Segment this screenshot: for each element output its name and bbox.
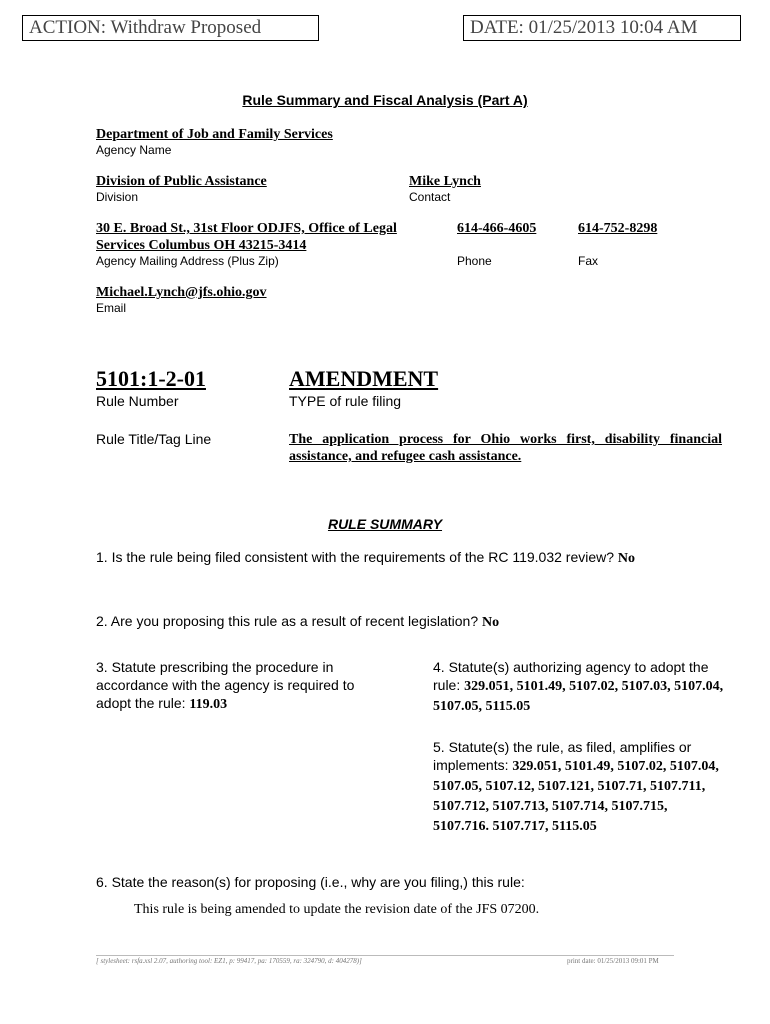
rule-number-label: Rule Number <box>96 393 179 409</box>
action-text: ACTION: Withdraw Proposed <box>29 17 262 38</box>
footer-stylesheet-info: [ stylesheet: rsfa.xsl 2.07, authoring tool: EZ1, p: 99417, pa: 170559, ra: 324790, d: 404278)] <box>96 957 362 965</box>
answer-1: No <box>617 551 636 566</box>
phone-label: Phone <box>457 254 492 268</box>
date-box <box>463 15 741 41</box>
question-4 <box>433 658 725 716</box>
address-label: Agency Mailing Address (Plus Zip) <box>96 254 279 268</box>
answer-3: 119.03 <box>189 697 228 712</box>
rule-summary-heading: RULE SUMMARY <box>327 516 443 532</box>
answer-4: 329.051, 5101.49, 5107.02, 5107.03, 5107.04, 5107.05, 5115.05 <box>433 679 724 714</box>
email-address: Michael.Lynch@jfs.ohio.gov <box>96 285 267 300</box>
address-line-2: Services Columbus OH 43215-3414 <box>96 238 307 253</box>
rule-number: 5101:1-2-01 <box>96 366 206 391</box>
page-title: Rule Summary and Fiscal Analysis (Part A) <box>242 92 528 108</box>
question-3 <box>96 658 386 714</box>
fax-number: 614-752-8298 <box>578 221 658 236</box>
contact-label: Contact <box>409 190 451 204</box>
question-5-text: 5. Statute(s) the rule, as filed, amplifies or implements: <box>433 739 692 773</box>
question-1 <box>96 548 656 568</box>
question-3-text: 3. Statute prescribing the procedure in accordance with the agency is required to adopt the rule: <box>96 659 355 711</box>
agency-name-label: Agency Name <box>96 143 172 157</box>
question-2-text: 2. Are you proposing this rule as a result of recent legislation? <box>96 613 479 629</box>
question-5 <box>433 738 725 836</box>
question-1-text: 1. Is the rule being filed consistent with the requirements of the RC 119.032 review? <box>96 549 615 565</box>
division-name: Division of Public Assistance <box>96 174 267 189</box>
rule-title-label: Rule Title/Tag Line <box>96 431 212 447</box>
rule-title: The application process for Ohio works first, disability financial assistance, and refugee cash assistance. <box>289 432 722 464</box>
date-text: DATE: 01/25/2013 10:04 AM <box>470 17 698 38</box>
answer-2: No <box>482 615 500 630</box>
question-6: 6. State the reason(s) for proposing (i.e., why are you filing,) this rule: <box>96 874 525 890</box>
email-label: Email <box>96 301 127 315</box>
rule-type-label: TYPE of rule filing <box>289 393 402 409</box>
contact-name: Mike Lynch <box>409 174 481 189</box>
question-2 <box>96 612 716 632</box>
footer-print-date: print date: 01/25/2013 09:01 PM <box>567 957 659 965</box>
address-line-1: 30 E. Broad St., 31st Floor ODJFS, Office of Legal <box>96 221 397 236</box>
fax-label: Fax <box>578 254 599 268</box>
footer-divider <box>96 955 674 956</box>
phone-number: 614-466-4605 <box>457 221 537 236</box>
answer-6: This rule is being amended to update the revision date of the JFS 07200. <box>134 902 540 917</box>
answer-5: 329.051, 5101.49, 5107.02, 5107.04, 5107.05, 5107.12, 5107.121, 5107.71, 5107.711, 5107.712, 5107.713, 5107.714, 5107.715, 5107.716. 5107.717, 5115.05 <box>433 759 719 834</box>
agency-name: Department of Job and Family Services <box>96 127 333 142</box>
division-label: Division <box>96 190 139 204</box>
action-box <box>22 15 319 41</box>
rule-type: AMENDMENT <box>289 366 439 391</box>
question-4-text: 4. Statute(s) authorizing agency to adopt the rule: <box>433 659 709 693</box>
